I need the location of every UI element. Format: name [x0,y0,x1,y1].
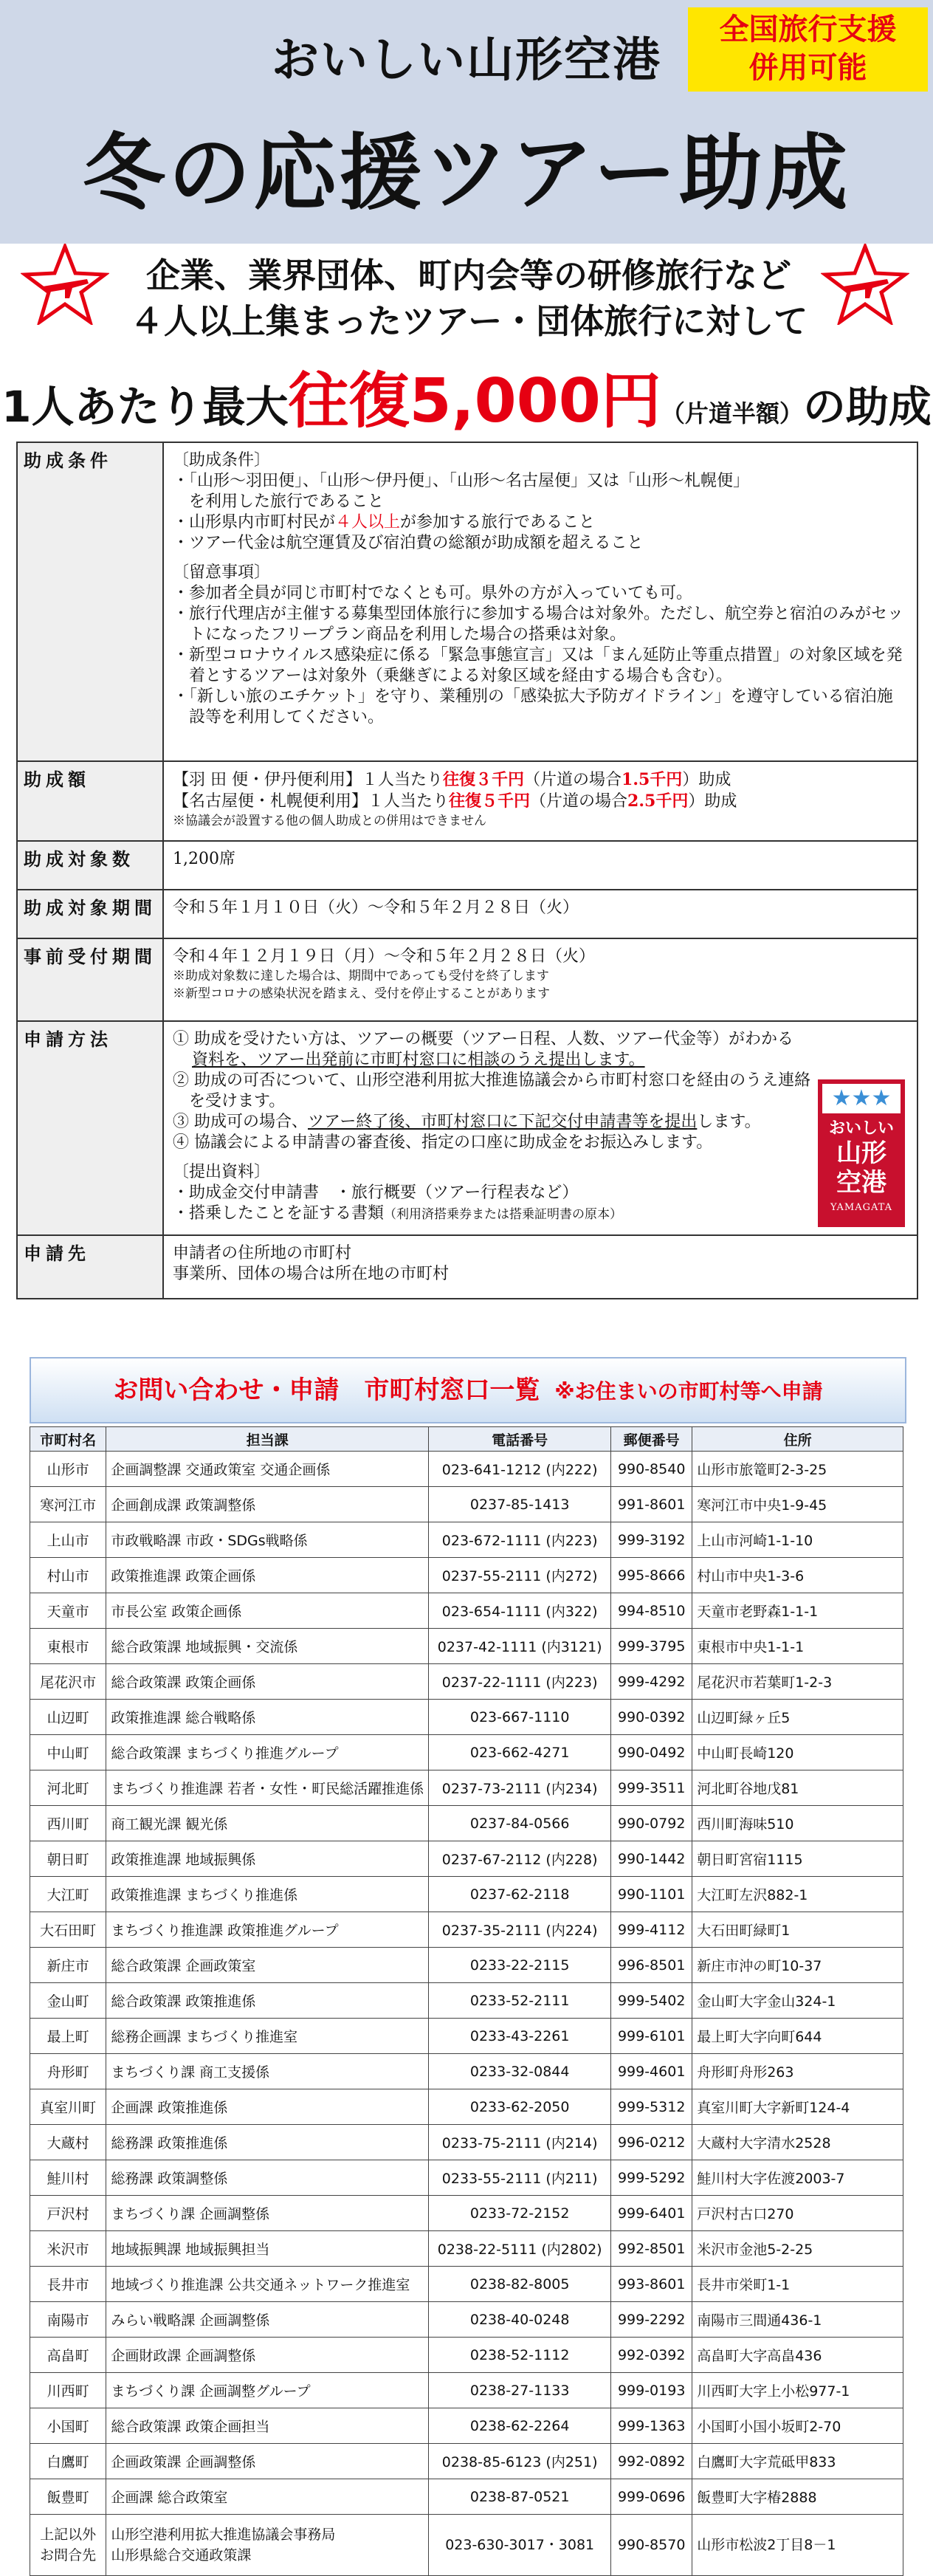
address-cell: 尾花沢市若葉町1-2-3 [692,1664,903,1700]
contact-table [30,1426,903,2576]
table-row [30,1841,903,1877]
address-cell: 舟形町舟形263 [692,2054,903,2089]
municipality-cell: 舟形町 [30,2054,106,2089]
municipality-cell: 大江町 [30,1877,106,1912]
address-cell: 白鷹町大字荒砥甲833 [692,2444,903,2479]
phone-cell: 0238-22-5111 (内2802) [429,2231,611,2267]
table-row [30,2267,903,2302]
address-cell: 飯豊町大字椿2888 [692,2479,903,2515]
logo-line3: 空港 [836,1168,886,1198]
postal-cell: 992-0892 [611,2444,692,2479]
address-cell: 小国町小国小坂町2-70 [692,2408,903,2444]
address-cell: 大蔵村大字清水2528 [692,2125,903,2160]
address-cell: 大石田町緑町1 [692,1912,903,1948]
table-row [30,1735,903,1770]
dest2: 事業所、団体の場合は所在地の市町村 [173,1265,450,1283]
department-cell: 政策推進課 政策企画係 [106,1558,429,1593]
table-row [30,1912,903,1948]
department-cell: まちづくり課 企画調整係 [106,2196,429,2231]
cond2-red: ４人以上 [335,513,401,532]
note4: ・「新しい旅のエチケット」を守り、業種別の「感染拡大予防ガイドライン」を遵守している宿泊施設等を利用してください。 [173,687,893,727]
postal-cell: 990-0392 [611,1700,692,1735]
m3-underline: ツアー終了後、市町村窓口に下記交付申請書等を提出 [308,1113,698,1131]
notes-head: 〔留意事項〕 [173,563,271,582]
municipality-cell: 川西町 [30,2373,106,2408]
address-cell: 米沢市金池5-2-25 [692,2231,903,2267]
address-cell: 河北町谷地戊81 [692,1770,903,1806]
airplane-star-icon [821,244,909,325]
department-cell: 商工観光課 観光係 [106,1806,429,1841]
m3-post: します。 [697,1113,761,1131]
address-cell: 最上町大字向町644 [692,2019,903,2054]
phone-cell: 0237-84-0566 [429,1806,611,1841]
phone-cell: 0237-35-2111 (内224) [429,1912,611,1948]
table-row [30,2054,903,2089]
address-cell: 大江町左沢882-1 [692,1877,903,1912]
phone-cell: 0233-52-2111 [429,1983,611,2019]
municipality-cell: 朝日町 [30,1841,106,1877]
department-cell: 総合政策課 政策企画係 [106,1664,429,1700]
headline-amount: 往復5,000円 [288,366,661,436]
note2: ・旅行代理店が主催する募集型団体旅行に参加する場合は対象外。ただし、航空券と宿泊のみがセットになったフリープラン商品を利用した場合の搭乗は対象。 [173,605,904,644]
doc2-small: （利用済搭乗券または搭乗証明書の原本） [384,1207,623,1222]
table-row [30,1593,903,1629]
column-header: 住所 [692,1427,903,1452]
table-row [30,2231,903,2267]
table-row [30,2479,903,2515]
label-dest: 申請先 [17,1235,163,1299]
department-cell: 総合政策課 地域振興・交流係 [106,1629,429,1664]
postal-cell: 999-5292 [611,2160,692,2196]
amt2-red: 往復５千円 [449,791,531,811]
table-row [30,1629,903,1664]
postal-cell: 990-0792 [611,1806,692,1841]
postal-cell: 999-3511 [611,1770,692,1806]
table-row [30,2408,903,2444]
lead-text [118,253,819,344]
table-row [30,2196,903,2231]
address-cell: 村山市中央1-3-6 [692,1558,903,1593]
address-cell: 高畠町大字高畠436 [692,2338,903,2373]
department-cell: 総合政策課 政策企画担当 [106,2408,429,2444]
phone-cell: 023-641-1212 (内222) [429,1452,611,1487]
postal-cell: 999-3795 [611,1629,692,1664]
postal-cell: 992-0392 [611,2338,692,2373]
department-cell: まちづくり推進課 政策推進グループ [106,1912,429,1948]
municipality-cell: 最上町 [30,2019,106,2054]
municipality-cell: 真室川町 [30,2089,106,2125]
cond2-pre: ・山形県内市町村民が [173,513,336,532]
column-header: 市町村名 [30,1427,106,1452]
table-row [30,2160,903,2196]
department-cell: 企画創成課 政策調整係 [106,1487,429,1522]
postal-cell: 999-6101 [611,2019,692,2054]
postal-cell: 999-5402 [611,1983,692,2019]
doc1: ・助成金交付申請書 ・旅行概要（ツアー行程表など） [173,1184,579,1202]
postal-cell: 991-8601 [611,1487,692,1522]
phone-cell: 0233-62-2050 [429,2089,611,2125]
department-cell: 総務課 政策調整係 [106,2160,429,2196]
table-row [30,1522,903,1558]
headline-paren: （片道半額） [661,399,803,427]
address-cell: 長井市栄町1-1 [692,2267,903,2302]
postal-cell: 990-1442 [611,1841,692,1877]
table-row [30,2089,903,2125]
municipality-cell: 山辺町 [30,1700,106,1735]
postal-cell: 999-2292 [611,2302,692,2338]
municipality-cell: 上記以外 お問合先 [30,2515,106,2576]
department-cell: まちづくり課 商工支援係 [106,2054,429,2089]
phone-cell: 0238-27-1133 [429,2373,611,2408]
column-header: 担当課 [106,1427,429,1452]
address-cell: 朝日町宮宿1115 [692,1841,903,1877]
postal-cell: 999-6401 [611,2196,692,2231]
page-subtitle: おいしい山形空港 [272,33,661,88]
note3: ・新型コロナウイルス感染症に係る「緊急事態宣言」又は「まん延防止等重点措置」の対象区域を発着とするツアーは対象外（乗継ぎによる対象区域を経由する場合も含む）。 [173,646,903,685]
table-row [30,2338,903,2373]
municipality-cell: 小国町 [30,2408,106,2444]
doc2-pre: ・搭乗したことを証する書類 [173,1204,385,1223]
logo-stars-icon: ★★★ [822,1084,901,1113]
postal-cell: 999-3192 [611,1522,692,1558]
department-cell: 市長公室 政策企画係 [106,1593,429,1629]
department-cell: 総務企画課 まちづくり推進室 [106,2019,429,2054]
yamagata-airport-logo [818,1079,905,1227]
amt1-red: 往復３千円 [443,770,525,789]
postal-cell: 999-4601 [611,2054,692,2089]
docs-head: 〔提出資料〕 [173,1163,271,1181]
phone-cell: 0238-87-0521 [429,2479,611,2515]
m3-pre: ③ 助成可の場合、 [173,1113,308,1131]
amt1-post: ）助成 [682,771,731,789]
address-cell: 寒河江市中央1-9-45 [692,1487,903,1522]
lead-line1: 企業、業界団体、町内会等の研修旅行など [146,255,791,295]
address-cell: 上山市河崎1-1-10 [692,1522,903,1558]
municipality-cell: 南陽市 [30,2302,106,2338]
address-cell: 戸沢村古口270 [692,2196,903,2231]
table-header-row [30,1427,903,1452]
amt2-mid: （片道の場合 [530,792,628,811]
amt1-mid: （片道の場合 [524,771,622,789]
municipality-cell: 米沢市 [30,2231,106,2267]
method3 [173,1112,812,1133]
phone-cell: 0238-62-2264 [429,2408,611,2444]
page-title: 冬の応援ツアー助成 [82,126,851,221]
department-cell: 政策推進課 地域振興係 [106,1841,429,1877]
postal-cell: 999-0193 [611,2373,692,2408]
department-cell: 総合政策課 政策推進係 [106,1983,429,2019]
label-count: 助成対象数 [17,841,163,890]
address-cell: 南陽市三間通436-1 [692,2302,903,2338]
municipality-cell: 上山市 [30,1522,106,1558]
reception-cell [163,938,917,1021]
municipality-cell: 戸沢村 [30,2196,106,2231]
table-row [30,1664,903,1700]
postal-cell: 999-4292 [611,1664,692,1700]
table-row [30,1877,903,1912]
amt2-red2: 2.5千円 [627,791,689,811]
postal-cell: 990-0492 [611,1735,692,1770]
address-cell: 山形市旅篭町2-3-25 [692,1452,903,1487]
subsidy-headline [0,353,933,439]
municipality-cell: 東根市 [30,1629,106,1664]
address-cell: 中山町長崎120 [692,1735,903,1770]
postal-cell: 990-8540 [611,1452,692,1487]
label-method: 申請方法 [17,1021,163,1235]
phone-cell: 0233-32-0844 [429,2054,611,2089]
address-cell: 真室川町大字新町124-4 [692,2089,903,2125]
phone-cell: 0237-55-2111 (内272) [429,1558,611,1593]
logo-line2: 山形 [836,1138,886,1168]
postal-cell: 990-8570 [611,2515,692,2576]
table-row [30,1806,903,1841]
phone-cell: 0238-52-1112 [429,2338,611,2373]
label-reception: 事前受付期間 [17,938,163,1021]
phone-cell: 0233-75-2111 (内214) [429,2125,611,2160]
table-row [30,1948,903,1983]
cond1b: を利用した旅行であること [189,492,385,511]
phone-cell: 0237-42-1111 (内3121) [429,1629,611,1664]
department-cell: みらい戦略課 企画調整係 [106,2302,429,2338]
municipality-cell: 新庄市 [30,1948,106,1983]
inquiry-note: ※お住まいの市町村等へ申請 [554,1379,823,1404]
municipality-cell: 中山町 [30,1735,106,1770]
phone-cell: 023-630-3017・3081 [429,2515,611,2576]
conditions-table [16,442,918,1299]
municipality-cell: 河北町 [30,1770,106,1806]
phone-cell: 023-654-1111 (内322) [429,1593,611,1629]
doc2 [173,1203,812,1224]
count-value: 1,200席 [163,841,917,890]
method1b: 資料を、ツアー出発前に市町村窓口に相談のうえ提出します。 [192,1051,645,1069]
municipality-cell: 金山町 [30,1983,106,2019]
phone-cell: 023-672-1111 (内223) [429,1522,611,1558]
phone-cell: 0233-55-2111 (内211) [429,2160,611,2196]
phone-cell: 0238-85-6123 (内251) [429,2444,611,2479]
phone-cell: 023-662-4271 [429,1735,611,1770]
department-cell: 総合政策課 企画政策室 [106,1948,429,1983]
phone-cell: 023-667-1110 [429,1700,611,1735]
column-header: 電話番号 [429,1427,611,1452]
airplane-star-icon [21,244,109,325]
phone-cell: 0237-62-2118 [429,1877,611,1912]
logo-line4: YAMAGATA [830,1202,893,1213]
department-cell: まちづくり課 企画調整グループ [106,2373,429,2408]
postal-cell: 995-8666 [611,1558,692,1593]
method2: ② 助成の可否について、山形空港利用拡大推進協議会から市町村窓口を経由のうえ連絡を受けます。 [173,1071,811,1110]
badge-line2: 併用可能 [748,51,867,85]
address-cell: 山辺町緑ヶ丘5 [692,1700,903,1735]
method4: ④ 協議会による申請書の審査後、指定の口座に助成金をお振込みします。 [173,1133,713,1152]
table-row [30,2019,903,2054]
municipality-cell: 寒河江市 [30,1487,106,1522]
reception-value: 令和４年１２月１９日（月）～令和５年２月２８日（火） [173,947,596,966]
headline-post: の助成 [802,382,932,432]
department-cell: 地域づくり推進課 公共交通ネットワーク推進室 [106,2267,429,2302]
postal-cell: 994-8510 [611,1593,692,1629]
department-cell: 企画財政課 企画調整係 [106,2338,429,2373]
note1: ・参加者全員が同じ市町村でなくとも可。県外の方が入っていても可。 [173,584,693,602]
badge-line1: 全国旅行支援 [719,13,897,47]
table-row [30,1487,903,1522]
conditions-cell [163,442,917,761]
department-cell: 山形空港利用拡大推進協議会事務局 山形県総合交通政策課 [106,2515,429,2576]
department-cell: 企画調整課 交通政策室 交通企画係 [106,1452,429,1487]
amt2-pre: 【名古屋便・札幌便利用】１人当たり [173,792,450,811]
municipality-cell: 飯豊町 [30,2479,106,2515]
table-row [30,2373,903,2408]
department-cell: 政策推進課 総合戦略係 [106,1700,429,1735]
cond2-post: が参加する旅行であること [400,513,596,532]
phone-cell: 0233-43-2261 [429,2019,611,2054]
municipality-cell: 山形市 [30,1452,106,1487]
table-row [30,2302,903,2338]
department-cell: 企画課 総合政策室 [106,2479,429,2515]
lead-line2: ４人以上集まったツアー・団体旅行に対して [129,301,808,341]
address-cell: 西川町海味510 [692,1806,903,1841]
amt1-red2: 1.5千円 [622,770,683,789]
municipality-cell: 村山市 [30,1558,106,1593]
reception-note2: ※新型コロナの感染状況を踏まえ、受付を停止することがあります [173,986,551,1001]
headline-pre: 1人あたり最大 [1,382,289,432]
amount-line1 [173,769,908,791]
municipality-cell: 尾花沢市 [30,1664,106,1700]
table-row [30,1983,903,2019]
dest1: 申請者の住所地の市町村 [173,1244,352,1263]
amt1-pre: 【羽 田 便・伊丹便利用】１人当たり [173,771,443,789]
municipality-cell: 白鷹町 [30,2444,106,2479]
address-cell: 川西町大字上小松977-1 [692,2373,903,2408]
municipality-cell: 大石田町 [30,1912,106,1948]
phone-cell: 0238-82-8005 [429,2267,611,2302]
amt2-post: ）助成 [688,792,737,811]
postal-cell: 999-0696 [611,2479,692,2515]
municipality-cell: 長井市 [30,2267,106,2302]
phone-cell: 0233-22-2115 [429,1948,611,1983]
phone-cell: 0238-40-0248 [429,2302,611,2338]
municipality-cell: 高畠町 [30,2338,106,2373]
logo-line1: おいしい [828,1119,894,1138]
phone-cell: 0237-85-1413 [429,1487,611,1522]
table-row [30,1452,903,1487]
municipality-cell: 天童市 [30,1593,106,1629]
inquiry-title: お問い合わせ・申請 市町村窓口一覧 [113,1375,540,1405]
method-cell [163,1021,917,1235]
cond2 [173,512,908,533]
amount-note: ※協議会が設置する他の個人助成との併用はできません [173,814,486,828]
table-row [30,1558,903,1593]
postal-cell: 996-0212 [611,2125,692,2160]
table-row-other [30,2515,903,2576]
inquiry-banner [30,1357,906,1423]
municipality-cell: 西川町 [30,1806,106,1841]
postal-cell: 992-8501 [611,2231,692,2267]
amount-line2 [173,791,908,812]
dest-cell [163,1235,917,1299]
postal-cell: 999-1363 [611,2408,692,2444]
department-cell: 市政戦略課 市政・SDGs戦略係 [106,1522,429,1558]
department-cell: 総務課 政策推進係 [106,2125,429,2160]
label-amount: 助成額 [17,761,163,841]
label-period: 助成対象期間 [17,890,163,938]
phone-cell: 0233-72-2152 [429,2196,611,2231]
address-cell: 金山町大字金山324-1 [692,1983,903,2019]
address-cell: 東根市中央1-1-1 [692,1629,903,1664]
amount-cell [163,761,917,841]
department-cell: 企画政策課 企画調整係 [106,2444,429,2479]
table-row [30,2125,903,2160]
column-header: 郵便番号 [611,1427,692,1452]
address-cell: 山形市松波2丁目8－1 [692,2515,903,2576]
address-cell: 新庄市沖の町10-37 [692,1948,903,1983]
postal-cell: 993-8601 [611,2267,692,2302]
postal-cell: 999-5312 [611,2089,692,2125]
department-cell: まちづくり推進課 若者・女性・町民総活躍推進係 [106,1770,429,1806]
phone-cell: 0237-67-2112 (内228) [429,1841,611,1877]
municipality-cell: 鮭川村 [30,2160,106,2196]
municipality-cell: 大蔵村 [30,2125,106,2160]
phone-cell: 0237-22-1111 (内223) [429,1664,611,1700]
postal-cell: 990-1101 [611,1877,692,1912]
department-cell: 地域振興課 地域振興担当 [106,2231,429,2267]
reception-note1: ※助成対象数に達した場合は、期間中であっても受付を終了します [173,969,549,983]
table-row [30,1700,903,1735]
postal-cell: 996-8501 [611,1948,692,1983]
department-cell: 企画課 政策推進係 [106,2089,429,2125]
phone-cell: 0237-73-2111 (内234) [429,1770,611,1806]
method1a: ① 助成を受けたい方は、ツアーの概要（ツアー日程、人数、ツアー代金等）がわかる [173,1030,794,1048]
table-row [30,1770,903,1806]
cond1a: ・「山形～羽田便」、「山形～伊丹便」、「山形～名古屋便」又は「山形～札幌便」 [173,472,750,490]
address-cell: 鮭川村大字佐渡2003-7 [692,2160,903,2196]
address-cell: 天童市老野森1-1-1 [692,1593,903,1629]
postal-cell: 999-4112 [611,1912,692,1948]
table-row [30,2444,903,2479]
period-value: 令和５年１月１０日（火）～令和５年２月２８日（火） [163,890,917,938]
cond3: ・ツアー代金は航空運賃及び宿泊費の総額が助成額を超えること [173,534,644,552]
department-cell: 政策推進課 まちづくり推進係 [106,1877,429,1912]
cond-head: 〔助成条件〕 [173,451,271,470]
department-cell: 総合政策課 まちづくり推進グループ [106,1735,429,1770]
label-conditions: 助成条件 [17,442,163,761]
